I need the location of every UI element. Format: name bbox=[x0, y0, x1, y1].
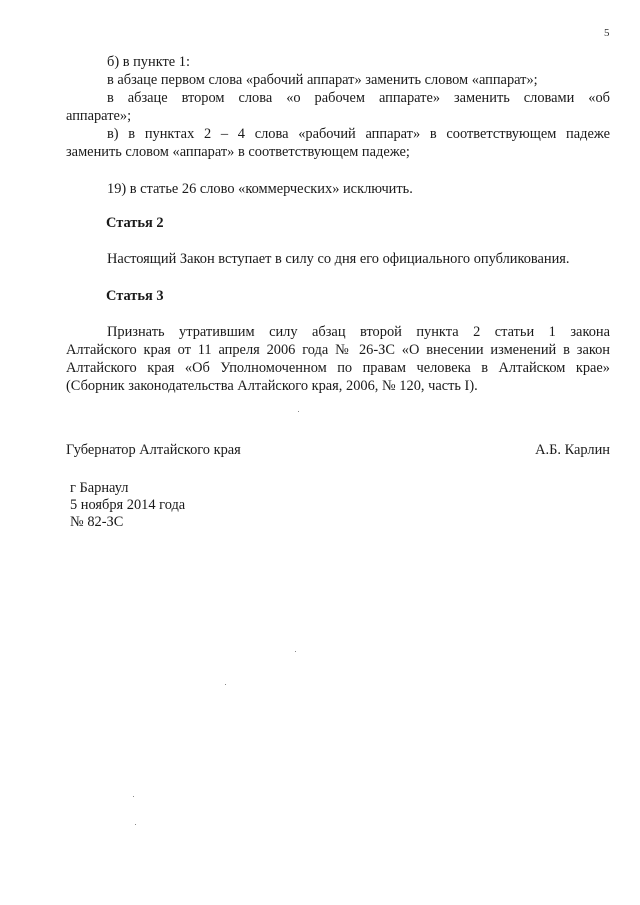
article-2-heading: Статья 2 bbox=[106, 215, 164, 231]
section-b-paragraph-1: в абзаце первом слова «рабочий аппарат» заменить словом «аппарат»; bbox=[107, 72, 538, 88]
page-number: 5 bbox=[604, 27, 610, 39]
scan-speck bbox=[225, 684, 226, 685]
article-3-heading: Статья 3 bbox=[106, 288, 164, 304]
section-v-line-2: заменить словом «аппарат» в соответствующем падеже; bbox=[66, 144, 410, 160]
section-v-line-1: в) в пунктах 2 – 4 слова «рабочий аппарат» в соответствующем падеже bbox=[107, 126, 610, 142]
scan-speck bbox=[298, 411, 299, 412]
section-b-title: б) в пункте 1: bbox=[107, 54, 190, 70]
scan-speck bbox=[295, 651, 296, 652]
article-2-text: Настоящий Закон вступает в силу со дня его официального опубликования. bbox=[107, 251, 570, 267]
signature-name: А.Б. Карлин bbox=[535, 442, 610, 458]
place-city: г Барнаул bbox=[70, 480, 129, 496]
place-number: № 82-ЗС bbox=[70, 514, 124, 530]
signature-title: Губернатор Алтайского края bbox=[66, 442, 241, 458]
article-3-line-4: (Сборник законодательства Алтайского края, 2006, № 120, часть I). bbox=[66, 378, 478, 394]
article-3-line-3: Алтайского края «Об Уполномоченном по правам человека в Алтайском крае» bbox=[66, 360, 610, 376]
item-19: 19) в статье 26 слово «коммерческих» исключить. bbox=[107, 181, 413, 197]
section-b-paragraph-2-line-2: аппарате»; bbox=[66, 108, 132, 124]
article-3-line-2: Алтайского края от 11 апреля 2006 года № 26-ЗС «О внесении изменений в закон bbox=[66, 342, 610, 358]
scan-speck bbox=[133, 796, 134, 797]
scan-speck bbox=[135, 824, 136, 825]
section-b-paragraph-2-line-1: в абзаце втором слова «о рабочем аппарате» заменить словами «об bbox=[107, 90, 610, 106]
place-date: 5 ноября 2014 года bbox=[70, 497, 186, 513]
article-3-line-1: Признать утратившим силу абзац второй пункта 2 статьи 1 закона bbox=[107, 324, 610, 340]
